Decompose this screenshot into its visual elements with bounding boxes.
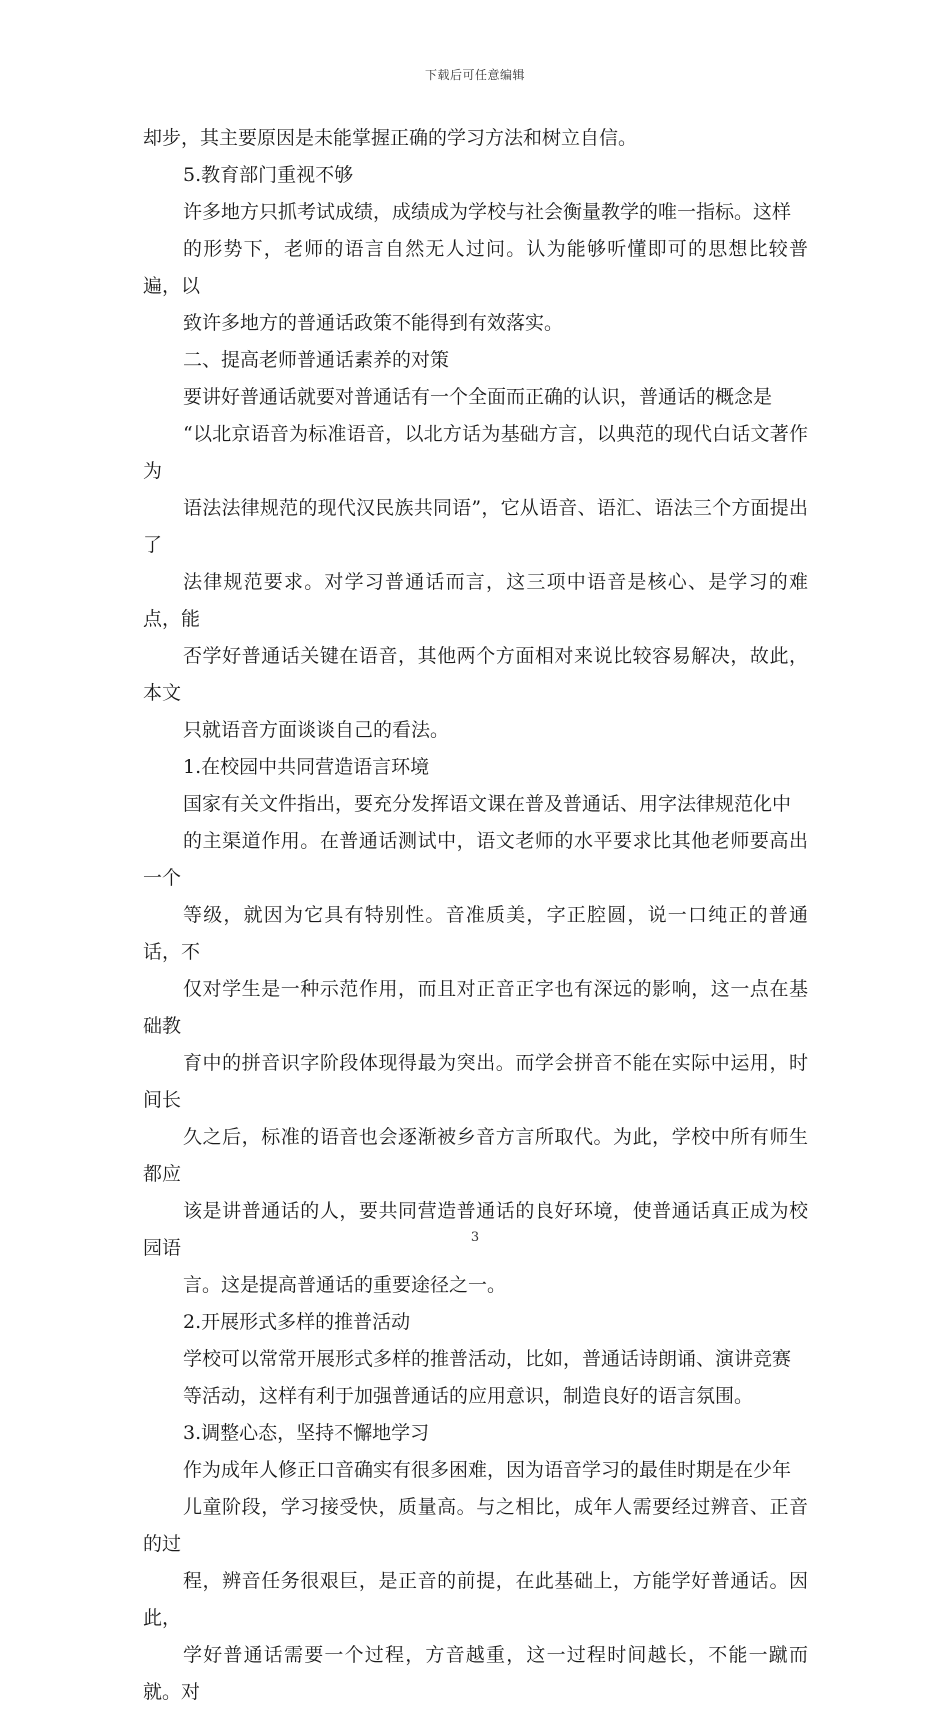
paragraph: [143, 1341, 808, 1415]
text-line: 该是讲普通话的人，要共同营造普通话的良好环境，使普通话真正成为校园语: [143, 1200, 808, 1259]
text-line: 1.在校园中共同营造语言环境: [183, 756, 430, 778]
text-line: 程，辨音任务很艰巨，是正音的前提，在此基础上，方能学好普通话。因此，: [143, 1570, 808, 1629]
text-line: 3.调整心态，坚持不懈地学习: [183, 1422, 430, 1444]
paragraph: [143, 194, 808, 342]
page-number: 3: [470, 1230, 480, 1245]
paragraph: [143, 749, 808, 786]
text-line: 的形势下，老师的语言自然无人过问。认为能够听懂即可的思想比较普遍，以: [143, 238, 808, 297]
text-line: 育中的拼音识字阶段体现得最为突出。而学会拼音不能在实际中运用，时间长: [143, 1052, 808, 1111]
text-line: 要讲好普通话就要对普通话有一个全面而正确的认识，普通话的概念是: [183, 386, 773, 408]
text-line: 5.教育部门重视不够: [183, 164, 354, 186]
text-line: 二、提高老师普通话素养的对策: [183, 349, 450, 371]
paragraph: [143, 157, 808, 194]
text-line: 却步，其主要原因是未能掌握正确的学习方法和树立自信。: [143, 127, 638, 149]
text-line: 儿童阶段，学习接受快，质量高。与之相比，成年人需要经过辨音、正音的过: [143, 1496, 808, 1555]
paragraph: [143, 1415, 808, 1452]
text-line: 国家有关文件指出，要充分发挥语文课在普及普通话、用字法律规范化中: [183, 793, 792, 815]
paragraph: [143, 1304, 808, 1341]
text-line: 语法法律规范的现代汉民族共同语”，它从语音、语汇、语法三个方面提出了: [143, 497, 808, 556]
paragraph: [143, 379, 808, 749]
text-line: 致许多地方的普通话政策不能得到有效落实。: [183, 312, 564, 334]
paragraph: [143, 342, 808, 379]
text-line: 久之后，标准的语音也会逐渐被乡音方言所取代。为此，学校中所有师生都应: [143, 1126, 808, 1185]
text-line: 言。这是提高普通话的重要途径之一。: [183, 1274, 507, 1296]
page-header: 下载后可任意编辑: [424, 68, 525, 82]
text-line: 的主渠道作用。在普通话测试中，语文老师的水平要求比其他老师要高出一个: [143, 830, 808, 889]
paragraph: [143, 786, 808, 1304]
paragraph: [143, 120, 808, 157]
text-line: 等级，就因为它具有特别性。音准质美，字正腔圆，说一口纯正的普通话，不: [143, 904, 808, 963]
text-line: 等活动，这样有利于加强普通话的应用意识，制造良好的语言氛围。: [183, 1385, 754, 1407]
text-line: 作为成年人修正口音确实有很多困难，因为语音学习的最佳时期是在少年: [183, 1459, 792, 1481]
document-body: [143, 120, 808, 1711]
text-line: 2.开展形式多样的推普活动: [183, 1311, 411, 1333]
text-line: 学校可以常常开展形式多样的推普活动，比如，普通话诗朗诵、演讲竞赛: [183, 1348, 792, 1370]
text-line: 只就语音方面谈谈自己的看法。: [183, 719, 450, 741]
paragraph: [143, 1452, 808, 1711]
text-line: 否学好普通话关键在语音，其他两个方面相对来说比较容易解决，故此，本文: [143, 645, 808, 704]
text-line: “以北京语音为标准语音，以北方话为基础方言，以典范的现代白话文著作为: [143, 423, 808, 482]
text-line: 许多地方只抓考试成绩，成绩成为学校与社会衡量教学的唯一指标。这样: [183, 201, 792, 223]
text-line: 学好普通话需要一个过程，方音越重，这一过程时间越长，不能一蹴而就。对: [143, 1644, 808, 1703]
text-line: 法律规范要求。对学习普通话而言，这三项中语音是核心、是学习的难点，能: [143, 571, 808, 630]
text-line: 仅对学生是一种示范作用，而且对正音正字也有深远的影响，这一点在基础教: [143, 978, 808, 1037]
